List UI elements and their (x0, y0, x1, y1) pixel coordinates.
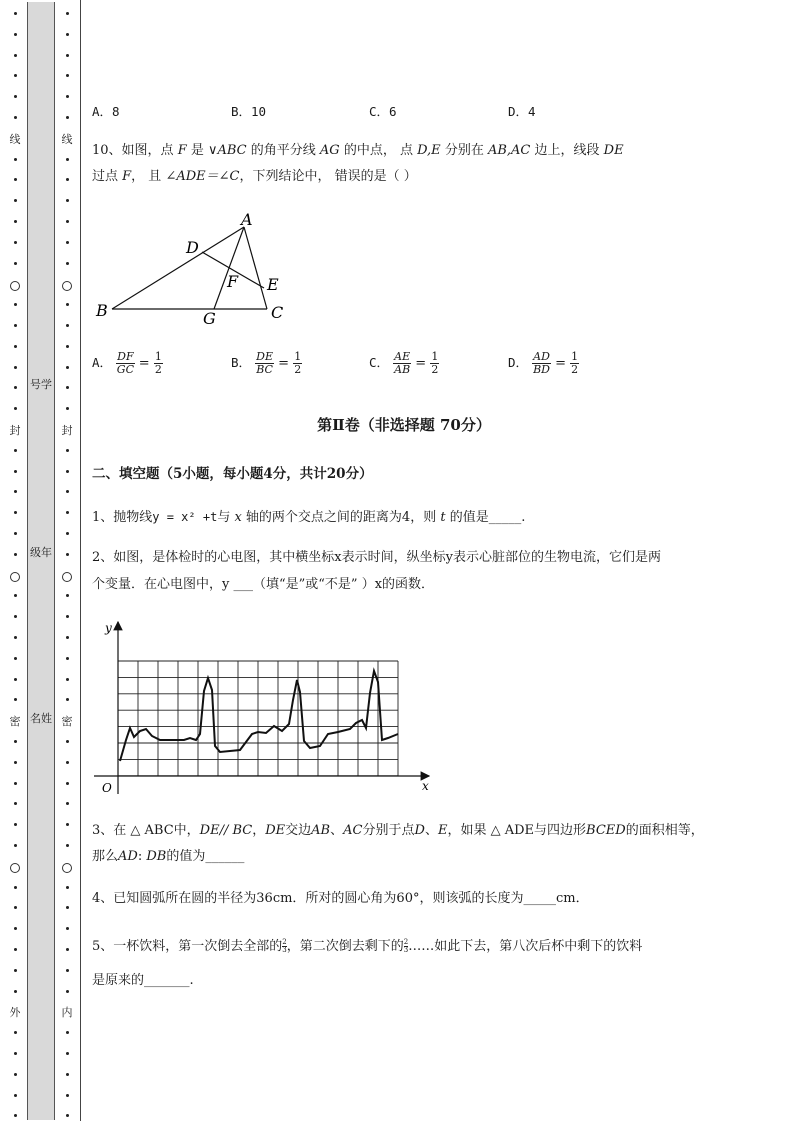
binding-dot (66, 116, 69, 119)
binding-dot (14, 594, 17, 597)
q9-option-c: C．6 (369, 104, 397, 119)
binding-dot (66, 886, 69, 889)
binding-dot (14, 1073, 17, 1076)
fill-q3-line-1: 3、在 △ ABC中，DE// BC，DE交边AB、AC分别于点D、E，如果 △ ADE与四边形BCED的面积相等， (92, 823, 704, 838)
fill-q4: 4、已知圆弧所在圆的半径为36cm．所对的圆心角为60°，则该弧的长度为_____cm． (92, 891, 589, 906)
q10-triangle-figure (92, 205, 302, 330)
fill-q5-line-2: 是原来的_______. (92, 973, 194, 988)
outer-margin-char: 密 (9, 715, 21, 728)
binding-circle (10, 863, 20, 873)
label-g: G (203, 309, 216, 328)
q9-option-a: A．8 (92, 104, 120, 119)
label-b: B (96, 301, 108, 320)
binding-dot (66, 262, 69, 265)
binding-dot (66, 532, 69, 535)
binding-dot (66, 324, 69, 327)
binding-dot (14, 1094, 17, 1097)
fill-q2-line-1: 2、如图，是体检时的心电图，其中横坐标x表示时间，纵坐标y表示心脏部位的生物电流，它们是两 (92, 550, 661, 565)
binding-dot (66, 74, 69, 77)
binding-circle (10, 572, 20, 582)
outer-dot-column (4, 0, 26, 1123)
binding-dot (66, 303, 69, 306)
side-ab (112, 227, 244, 309)
label-c: C (271, 303, 284, 322)
label-e: E (267, 275, 279, 294)
inner-dot-column (54, 0, 80, 1121)
binding-dot (66, 33, 69, 36)
binding-dot (66, 927, 69, 930)
binding-dot (14, 386, 17, 389)
label-d: D (186, 238, 199, 257)
grade-label: 级年 (30, 546, 52, 559)
binding-dot (66, 407, 69, 410)
binding-dot (14, 470, 17, 473)
binding-dot (14, 220, 17, 223)
fill-q1: 1、抛物线y = x² +t与 x 轴的两个交点之间的距离为4，则 t 的值是_____. (92, 510, 526, 525)
student-info-band (27, 2, 55, 1120)
outer-margin-char: 线 (9, 133, 21, 146)
binding-dot (14, 802, 17, 805)
binding-dot (66, 178, 69, 181)
ecg-origin-label: O (102, 781, 112, 795)
binding-dot (14, 12, 17, 15)
binding-dot (14, 657, 17, 660)
binding-dot (14, 241, 17, 244)
binding-dot (66, 449, 69, 452)
binding-dot (14, 740, 17, 743)
binding-dot (66, 844, 69, 847)
binding-dot (66, 553, 69, 556)
binding-dot (66, 1094, 69, 1097)
binding-dot (14, 615, 17, 618)
ecg-figure (94, 616, 439, 796)
binding-dot (66, 636, 69, 639)
binding-dot (66, 490, 69, 493)
outer-margin-char: 外 (9, 1006, 21, 1019)
binding-dot (66, 990, 69, 993)
binding-dot (66, 95, 69, 98)
binding-dot (66, 199, 69, 202)
binding-dot (66, 948, 69, 951)
binding-dot (14, 969, 17, 972)
binding-dot (14, 324, 17, 327)
binding-dot (66, 386, 69, 389)
binding-dot (14, 407, 17, 410)
q10-option-c: C． $\frac{AE}{AB}$ = $\frac{1}{2}$ (369, 350, 439, 376)
section2-title: 二、填空题（5小题，每小题4分，共计20分） (92, 466, 373, 482)
q10-line-1: 10、如图，点 F 是 ∨ABC 的角平分线 AG 的中点， 点 D,E 分别在 AB,AC 边上，线段 DE (92, 143, 624, 158)
binding-dot (14, 345, 17, 348)
q9-option-d: D．4 (508, 104, 536, 119)
binding-dot (14, 116, 17, 119)
binding-dot (14, 158, 17, 161)
binding-dot (66, 1073, 69, 1076)
binding-dot (14, 366, 17, 369)
binding-dot (66, 345, 69, 348)
binding-dot (14, 990, 17, 993)
binding-dot (66, 511, 69, 514)
outer-margin-char: 封 (9, 424, 21, 437)
binding-dot (66, 1052, 69, 1055)
fill-q3-line-2: 那么AD: DB的值为______ (92, 849, 245, 864)
binding-dot (66, 158, 69, 161)
binding-dot (14, 1052, 17, 1055)
binding-dot (66, 366, 69, 369)
label-a: A (241, 210, 253, 229)
binding-dot (14, 761, 17, 764)
binding-dot (14, 1031, 17, 1034)
binding-dot (66, 740, 69, 743)
binding-dot (14, 698, 17, 701)
fill-q2-line-2: 个变量．在心电图中，y ___（填“是”或“不是” ）x的函数． (92, 577, 435, 592)
binding-dot (66, 54, 69, 57)
binding-circle (10, 281, 20, 291)
inner-margin-char: 线 (61, 133, 73, 146)
binding-dot (14, 532, 17, 535)
binding-dot (66, 615, 69, 618)
binding-dot (66, 470, 69, 473)
binding-circle (62, 281, 72, 291)
inner-margin-char: 内 (61, 1006, 73, 1019)
binding-dot (66, 594, 69, 597)
binding-dot (14, 303, 17, 306)
binding-dot (66, 678, 69, 681)
binding-dot (14, 490, 17, 493)
binding-dot (14, 927, 17, 930)
inner-margin-char: 封 (61, 424, 73, 437)
binding-dot (66, 906, 69, 909)
binding-dot (66, 220, 69, 223)
binding-dot (14, 95, 17, 98)
binding-dot (14, 844, 17, 847)
q10-option-d: D． $\frac{AD}{BD}$ = $\frac{1}{2}$ (508, 350, 579, 376)
binding-dot (14, 678, 17, 681)
binding-dot (14, 823, 17, 826)
q9-option-b: B．10 (231, 104, 267, 119)
binding-dot (14, 553, 17, 556)
name-label: 名姓 (30, 712, 52, 725)
binding-dot (14, 262, 17, 265)
binding-dot (14, 906, 17, 909)
binding-dot (14, 886, 17, 889)
binding-dot (66, 761, 69, 764)
ecg-trace (120, 671, 398, 761)
fill-q5-line-1: 5、一杯饮料，第一次倒去全部的 $\frac{2}{3}$ ，第二次倒去剩下的 $\frac{2}{3}$ ……如此下去，第八次后杯中剩下的饮料 (92, 938, 643, 954)
binding-dot (14, 199, 17, 202)
student-number-label: 号学 (30, 378, 52, 391)
q10-line-2: 过点 F， 且 ∠ADE＝∠C，下列结论中， 错误的是（ ） (92, 169, 417, 184)
binding-dot (66, 12, 69, 15)
binding-dot (66, 802, 69, 805)
binding-dot (14, 33, 17, 36)
binding-dot (14, 511, 17, 514)
binding-dot (14, 54, 17, 57)
q10-option-b: B． $\frac{DE}{BC}$ = $\frac{1}{2}$ (231, 350, 302, 376)
q10-option-a: A． $\frac{DF}{GC}$ = $\frac{1}{2}$ (92, 350, 162, 376)
side-ac (244, 227, 267, 309)
binding-dot (66, 823, 69, 826)
binding-circle (62, 572, 72, 582)
binding-dot (14, 948, 17, 951)
ecg-y-label: y (105, 621, 112, 635)
outer-binding-strip (4, 0, 26, 1123)
ecg-x-label: x (422, 779, 429, 793)
ecg-grid (118, 661, 398, 776)
binding-dot (14, 74, 17, 77)
binding-dot (66, 969, 69, 972)
binding-circle (62, 863, 72, 873)
binding-dot (66, 241, 69, 244)
binding-dot (66, 782, 69, 785)
inner-binding-strip (54, 0, 81, 1121)
binding-dot (14, 449, 17, 452)
binding-dot (66, 698, 69, 701)
binding-dot (14, 636, 17, 639)
label-f: F (227, 272, 239, 291)
binding-dot (66, 1031, 69, 1034)
binding-dot (66, 1114, 69, 1117)
binding-dot (14, 178, 17, 181)
inner-margin-char: 密 (61, 715, 73, 728)
binding-dot (14, 1114, 17, 1117)
part2-title: 第Ⅱ卷（非选择题 70分） (317, 416, 491, 434)
binding-dot (66, 657, 69, 660)
binding-dot (14, 782, 17, 785)
